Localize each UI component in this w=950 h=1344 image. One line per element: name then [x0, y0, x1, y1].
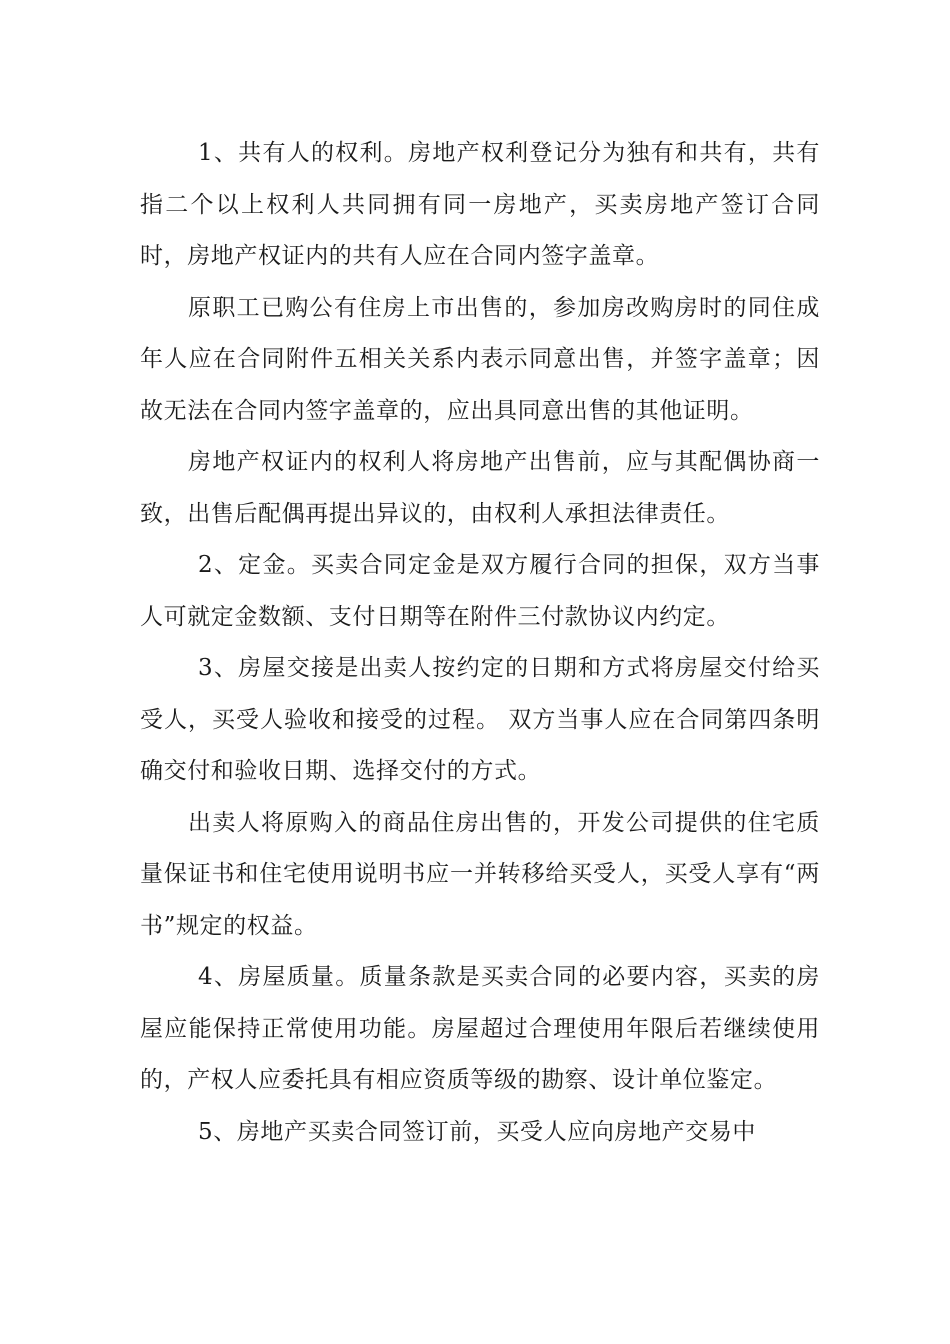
paragraph-public-housing-sale: 原职工已购公有住房上市出售的，参加房改购房时的同住成年人应在合同附件五相关关系内表示同意出售，并签字盖章；因故无法在合同内签字盖章的，应出具同意出售的其他证明。 — [140, 294, 820, 424]
paragraph-co-owner-rights: 1、共有人的权利。房地产权利登记分为独有和共有，共有指二个以上权利人共同拥有同一房地产，买卖房地产签订合同时，房地产权证内的共有人应在合同内签字盖章。 — [140, 140, 820, 269]
paragraph-spouse-consent: 房地产权证内的权利人将房地产出售前，应与其配偶协商一致，出售后配偶再提出异议的，由权利人承担法律责任。 — [140, 449, 820, 527]
paragraph-deposit: 2、定金。买卖合同定金是双方履行合同的担保，双方当事人可就定金数额、支付日期等在附件三付款协议内约定。 — [140, 552, 820, 630]
paragraph-handover: 3、房屋交接是出卖人按约定的日期和方式将房屋交付给买受人，买受人验收和接受的过程。 双方当事人应在合同第四条明确交付和验收日期、选择交付的方式。 — [140, 655, 820, 784]
paragraph-pre-signing: 5、房地产买卖合同签订前，买受人应向房地产交易中 — [198, 1118, 757, 1145]
paragraph-two-documents: 出卖人将原购入的商品住房出售的，开发公司提供的住宅质量保证书和住宅使用说明书应一并转移给买受人，买受人享有“两书”规定的权益。 — [140, 809, 820, 939]
paragraph-house-quality: 4、房屋质量。质量条款是买卖合同的必要内容，买卖的房屋应能保持正常使用功能。房屋超过合理使用年限后若继续使用的，产权人应委托具有相应资质等级的勘察、设计单位鉴定。 — [140, 964, 820, 1093]
document-body — [140, 128, 820, 1158]
